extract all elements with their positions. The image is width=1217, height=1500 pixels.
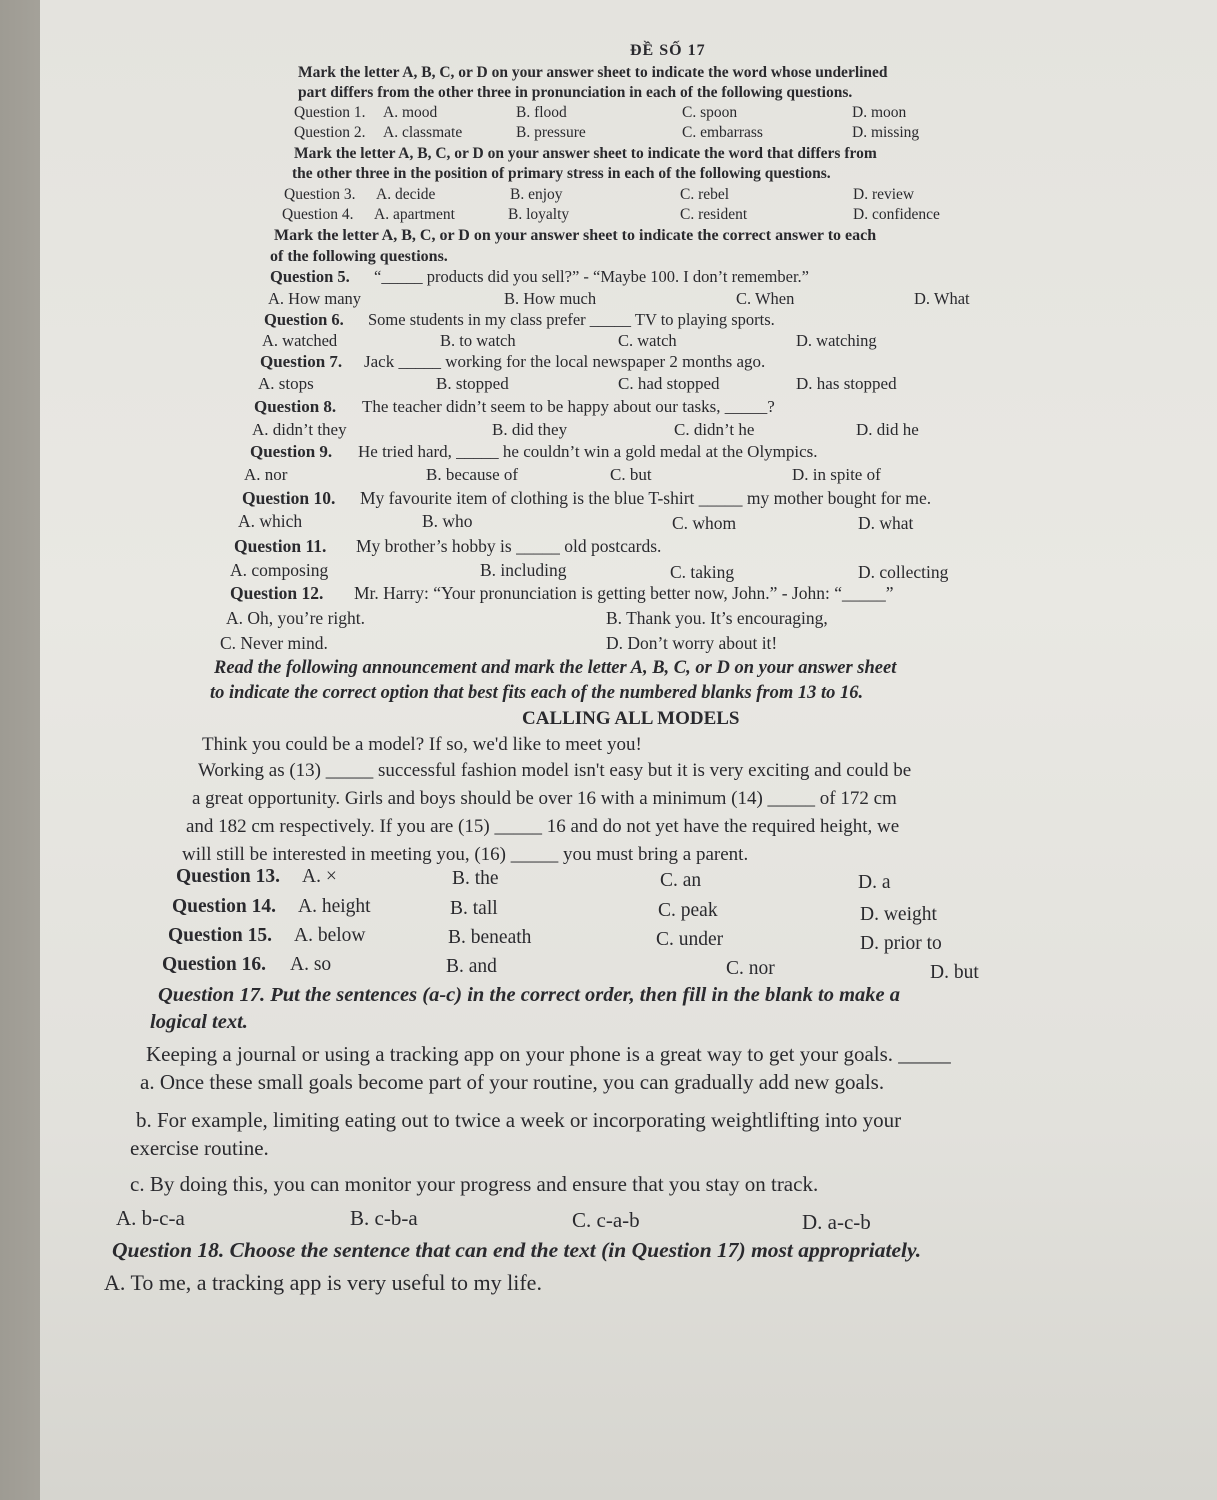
option-b: B. and — [446, 956, 497, 977]
option-a: A. mood — [383, 104, 438, 121]
question-label: Question 12. — [230, 583, 324, 603]
option-b: B. beneath — [448, 927, 532, 948]
option-a: A. watched — [262, 331, 338, 350]
question-17-text-line-5: c. By doing this, you can monitor your progress and ensure that you stay on track. — [130, 1172, 819, 1196]
option-d: D. has stopped — [796, 374, 897, 393]
question-label: Question 1. — [294, 104, 366, 121]
question-label: Question 14. — [172, 896, 277, 917]
passage-line-5: will still be interested in meeting you, (16) _____ you must bring a parent. — [182, 844, 749, 865]
passage-heading: CALLING ALL MODELS — [522, 708, 740, 729]
question-label: Question 7. — [260, 352, 343, 371]
option-a: A. stops — [258, 374, 314, 393]
option-d: D. did he — [856, 420, 919, 439]
option-c: C. spoon — [682, 104, 738, 121]
option-c: C. an — [660, 870, 702, 891]
question-stem: Some students in my class prefer _____ TV to playing sports. — [368, 310, 775, 329]
option-b: B. because of — [426, 465, 519, 484]
instruction-pronunciation-line-1: Mark the letter A, B, C, or D on your answer sheet to indicate the word whose underlined — [298, 64, 888, 81]
question-stem: My brother’s hobby is _____ old postcards. — [356, 536, 662, 556]
page-title: ĐỀ SỐ 17 — [630, 42, 706, 59]
option-a: A. which — [238, 511, 303, 531]
option-b: B. Thank you. It’s encouraging, — [606, 608, 828, 628]
instruction-stress-line-2: the other three in the position of primary stress in each of the following questions. — [292, 165, 831, 182]
question-label: Question 9. — [250, 442, 333, 461]
instruction-reading-line-2: to indicate the correct option that best fits each of the numbered blanks from 13 to 16. — [210, 683, 864, 703]
question-label: Question 13. — [176, 866, 281, 887]
option-c: C. c-a-b — [572, 1208, 640, 1232]
question-17-text-line-2: a. Once these small goals become part of your routine, you can gradually add new goals. — [140, 1070, 885, 1094]
question-17-prompt-line-1: Question 17. Put the sentences (a-c) in the correct order, then fill in the blank to make a — [158, 984, 900, 1006]
option-b: B. did they — [492, 420, 568, 439]
option-c: C. didn’t he — [674, 420, 755, 439]
option-c: C. taking — [670, 562, 735, 582]
question-stem: Jack _____ working for the local newspaper 2 months ago. — [364, 352, 766, 371]
option-a: A. How many — [268, 289, 362, 308]
option-c: C. resident — [680, 206, 748, 223]
option-d: D. review — [853, 186, 915, 203]
option-d: D. moon — [852, 104, 907, 121]
option-c: C. whom — [672, 513, 737, 533]
passage-line-4: and 182 cm respectively. If you are (15) _____ 16 and do not yet have the required height, we — [186, 816, 900, 837]
passage-line-3: a great opportunity. Girls and boys should be over 16 with a minimum (14) _____ of 172 cm — [192, 788, 897, 809]
option-a: A. Oh, you’re right. — [226, 608, 366, 628]
option-d: D. confidence — [853, 206, 940, 223]
option-a: A. nor — [244, 465, 288, 484]
option-c: C. but — [610, 465, 652, 484]
option-a: A. apartment — [374, 206, 455, 223]
question-label: Question 8. — [254, 397, 337, 416]
question-stem: Mr. Harry: “Your pronunciation is getting better now, John.” - John: “_____” — [354, 583, 894, 603]
option-d: D. but — [930, 962, 979, 983]
option-b: B. tall — [450, 898, 498, 919]
question-label: Question 16. — [162, 954, 267, 975]
question-stem: He tried hard, _____ he couldn’t win a gold medal at the Olympics. — [358, 442, 818, 461]
question-label: Question 10. — [242, 488, 336, 508]
option-c: C. nor — [726, 958, 775, 979]
question-18-prompt: Question 18. Choose the sentence that can end the text (in Question 17) most appropriately. — [112, 1238, 922, 1262]
question-17-text-line-4: exercise routine. — [130, 1136, 269, 1160]
worksheet-page — [40, 0, 1217, 1500]
option-d: D. a-c-b — [802, 1210, 871, 1234]
instruction-reading-line-1: Read the following announcement and mark the letter A, B, C, or D on your answer sheet — [214, 658, 897, 678]
option-b: B. pressure — [516, 124, 586, 141]
option-c: C. peak — [658, 900, 718, 921]
option-d: D. missing — [852, 124, 920, 141]
option-d: D. What — [914, 289, 970, 308]
option-d: D. weight — [860, 904, 937, 925]
option-d: D. what — [858, 513, 914, 533]
back-page-bleed-through — [1057, 228, 1217, 813]
option-b: B. How much — [504, 289, 597, 308]
option-b: B. to watch — [440, 331, 516, 350]
option-a: A. decide — [376, 186, 436, 203]
question-18-option-a: A. To me, a tracking app is very useful to my life. — [104, 1270, 542, 1295]
instruction-correct-line-1: Mark the letter A, B, C, or D on your answer sheet to indicate the correct answer to each — [274, 227, 877, 244]
instruction-stress-line-1: Mark the letter A, B, C, or D on your answer sheet to indicate the word that differs from — [294, 145, 877, 162]
question-17-text-line-3: b. For example, limiting eating out to twice a week or incorporating weightlifting into your — [136, 1108, 902, 1132]
option-b: B. including — [480, 560, 567, 580]
passage-line-1: Think you could be a model? If so, we'd like to meet you! — [202, 734, 642, 755]
question-label: Question 5. — [270, 267, 350, 286]
option-d: D. prior to — [860, 933, 942, 954]
option-c: C. under — [656, 929, 724, 950]
option-b: B. flood — [516, 104, 567, 121]
question-17-prompt-line-2: logical text. — [150, 1011, 248, 1033]
instruction-correct-line-2: of the following questions. — [270, 248, 448, 265]
option-c: C. Never mind. — [220, 633, 328, 653]
option-a: A. so — [290, 954, 332, 975]
question-17-text-line-1: Keeping a journal or using a tracking app on your phone is a great way to get your goals. _____ — [146, 1042, 951, 1066]
question-label: Question 3. — [284, 186, 356, 203]
question-label: Question 2. — [294, 124, 366, 141]
question-stem: My favourite item of clothing is the blue T-shirt _____ my mother bought for me. — [360, 488, 932, 508]
question-label: Question 6. — [264, 310, 344, 329]
option-d: D. a — [858, 872, 891, 893]
option-a: A. below — [294, 925, 366, 946]
instruction-pronunciation-line-2: part differs from the other three in pronunciation in each of the following questions. — [298, 84, 853, 101]
option-a: A. composing — [230, 560, 329, 580]
option-a: A. classmate — [383, 124, 463, 141]
option-d: D. Don’t worry about it! — [606, 633, 778, 653]
option-d: D. in spite of — [792, 465, 881, 484]
option-d: D. watching — [796, 331, 877, 350]
option-a: A. × — [302, 866, 337, 887]
question-label: Question 11. — [234, 536, 327, 556]
question-stem: “_____ products did you sell?” - “Maybe 100. I don’t remember.” — [374, 267, 809, 286]
option-b: B. who — [422, 511, 473, 531]
option-a: A. b-c-a — [116, 1206, 185, 1230]
option-a: A. didn’t they — [252, 420, 347, 439]
option-c: C. rebel — [680, 186, 730, 203]
option-d: D. collecting — [858, 562, 949, 582]
option-b: B. c-b-a — [350, 1206, 418, 1230]
option-c: C. had stopped — [618, 374, 720, 393]
option-b: B. loyalty — [508, 206, 570, 223]
question-label: Question 4. — [282, 206, 354, 223]
option-b: B. stopped — [436, 374, 509, 393]
option-c: C. watch — [618, 331, 677, 350]
question-label: Question 15. — [168, 925, 273, 946]
option-b: B. enjoy — [510, 186, 563, 203]
question-stem: The teacher didn’t seem to be happy about our tasks, _____? — [362, 397, 775, 416]
option-c: C. When — [736, 289, 795, 308]
option-c: C. embarrass — [682, 124, 763, 141]
option-a: A. height — [298, 896, 371, 917]
passage-line-2: Working as (13) _____ successful fashion model isn't easy but it is very exciting and could be — [198, 760, 912, 781]
option-b: B. the — [452, 868, 499, 889]
